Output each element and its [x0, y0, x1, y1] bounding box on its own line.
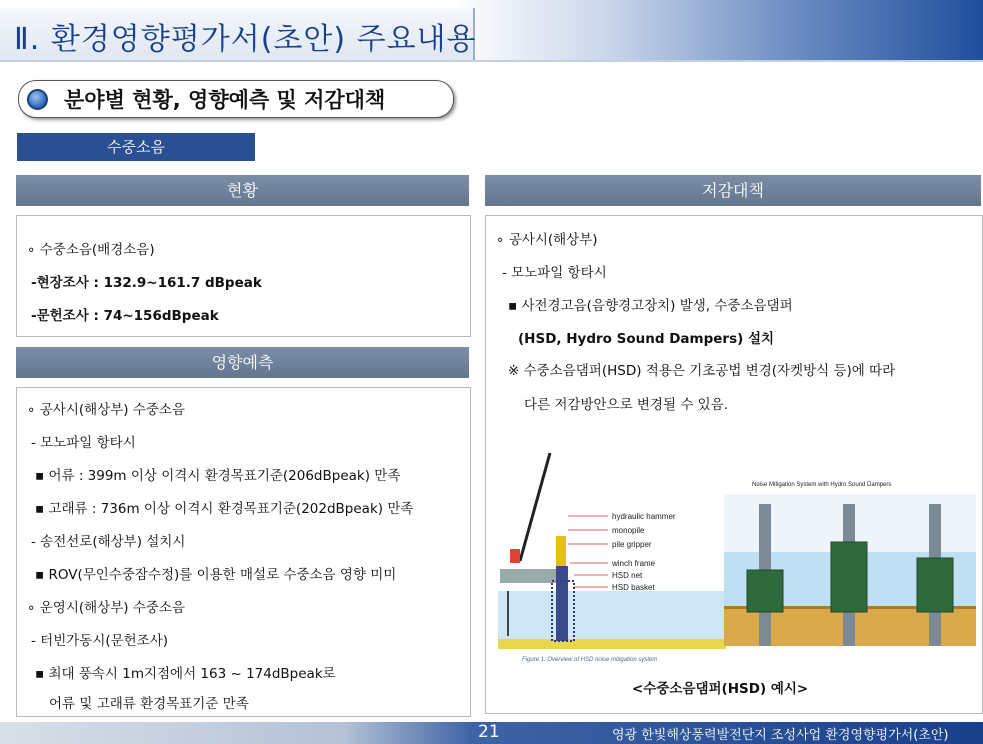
prediction-line-2: - 모노파일 항타시 [31, 435, 136, 451]
prediction-line-9: ▪ 최대 풍속시 1m지점에서 163 ~ 174dBpeak로 [35, 666, 336, 682]
hsd-net-1 [747, 570, 783, 612]
sea-water [498, 591, 726, 646]
monopile [556, 566, 568, 641]
figure-caption-left: Figure 1: Overview of HSD noise mitigation system [522, 657, 658, 663]
prediction-heading: 영향예측 [16, 347, 469, 378]
header-divider [0, 60, 983, 62]
status-line-2: -현장조사 : 132.9~161.7 dBpeak [31, 275, 262, 291]
prediction-line-7: ∘ 운영시(해상부) 수중소음 [27, 600, 185, 616]
mitigation-heading: 저감대책 [485, 175, 981, 206]
crane-boom [520, 453, 550, 561]
hsd-system-figure [724, 474, 976, 646]
footer-document-title: 영광 한빛해상풍력발전단지 조성사업 환경영향평가서(초안) [612, 728, 949, 743]
status-box [16, 215, 471, 337]
label-winch-frame: winch frame [612, 559, 656, 568]
mitigation-line-2: - 모노파일 항타시 [502, 265, 607, 281]
page-number: 21 [478, 722, 500, 742]
label-hsd-basket: HSD basket [612, 583, 655, 592]
mitigation-line-4: (HSD, Hydro Sound Dampers) 설치 [518, 331, 775, 347]
prediction-line-8: - 터빈가동시(문헌조사) [31, 633, 169, 649]
hsd-net-2 [831, 542, 867, 612]
prediction-line-6: ▪ ROV(무인수중잠수정)를 이용한 매설로 수중소음 영향 미미 [35, 567, 397, 583]
mitigation-line-3: ▪ 사전경고음(음향경고장치) 발생, 수중소음댐퍼 [508, 298, 793, 314]
mitigation-line-1: ∘ 공사시(해상부) [496, 232, 598, 248]
mitigation-line-6: 다른 저감방안으로 변경될 수 있음. [524, 397, 729, 413]
hsd-overview-figure [498, 441, 728, 666]
label-hydraulic-hammer: hydraulic hammer [612, 512, 676, 521]
status-heading: 현황 [16, 175, 469, 206]
hsd-net-3 [917, 558, 953, 612]
figure-title-right: Noise Mitigation System with Hydro Sound Dampers [752, 482, 892, 488]
prediction-line-10: 어류 및 고래류 환경목표기준 만족 [49, 696, 249, 712]
page-title: Ⅱ. 환경영향평가서(초안) 주요내용 [14, 22, 477, 57]
bullet-circle-icon [27, 89, 48, 110]
prediction-line-5: - 송전선로(해상부) 설치시 [31, 534, 186, 550]
mitigation-box [485, 215, 983, 714]
mitigation-line-5: ※ 수중소음댐퍼(HSD) 적용은 기초공법 변경(자켓방식 등)에 따라 [508, 363, 896, 379]
status-line-3: -문헌조사 : 74~156dBpeak [31, 308, 219, 324]
figure-caption: <수중소음댐퍼(HSD) 예시> [632, 681, 809, 697]
label-pile-gripper: pile gripper [612, 540, 652, 549]
topic-label: 수중소음 [17, 133, 255, 161]
prediction-box [16, 387, 471, 717]
status-line-1: ∘ 수중소음(배경소음) [27, 242, 155, 258]
label-hsd-net: HSD net [612, 571, 643, 580]
section-title: 분야별 현황, 영향예측 및 저감대책 [64, 88, 386, 112]
prediction-line-3: ▪ 어류 : 399m 이상 이격시 환경목표기준(206dBpeak) 만족 [35, 468, 401, 484]
label-monopile: monopile [612, 526, 645, 535]
seabed [498, 639, 726, 649]
prediction-line-4: ▪ 고래류 : 736m 이상 이격시 환경목표기준(202dBpeak) 만족 [35, 501, 414, 517]
prediction-line-1: ∘ 공사시(해상부) 수중소음 [27, 402, 185, 418]
